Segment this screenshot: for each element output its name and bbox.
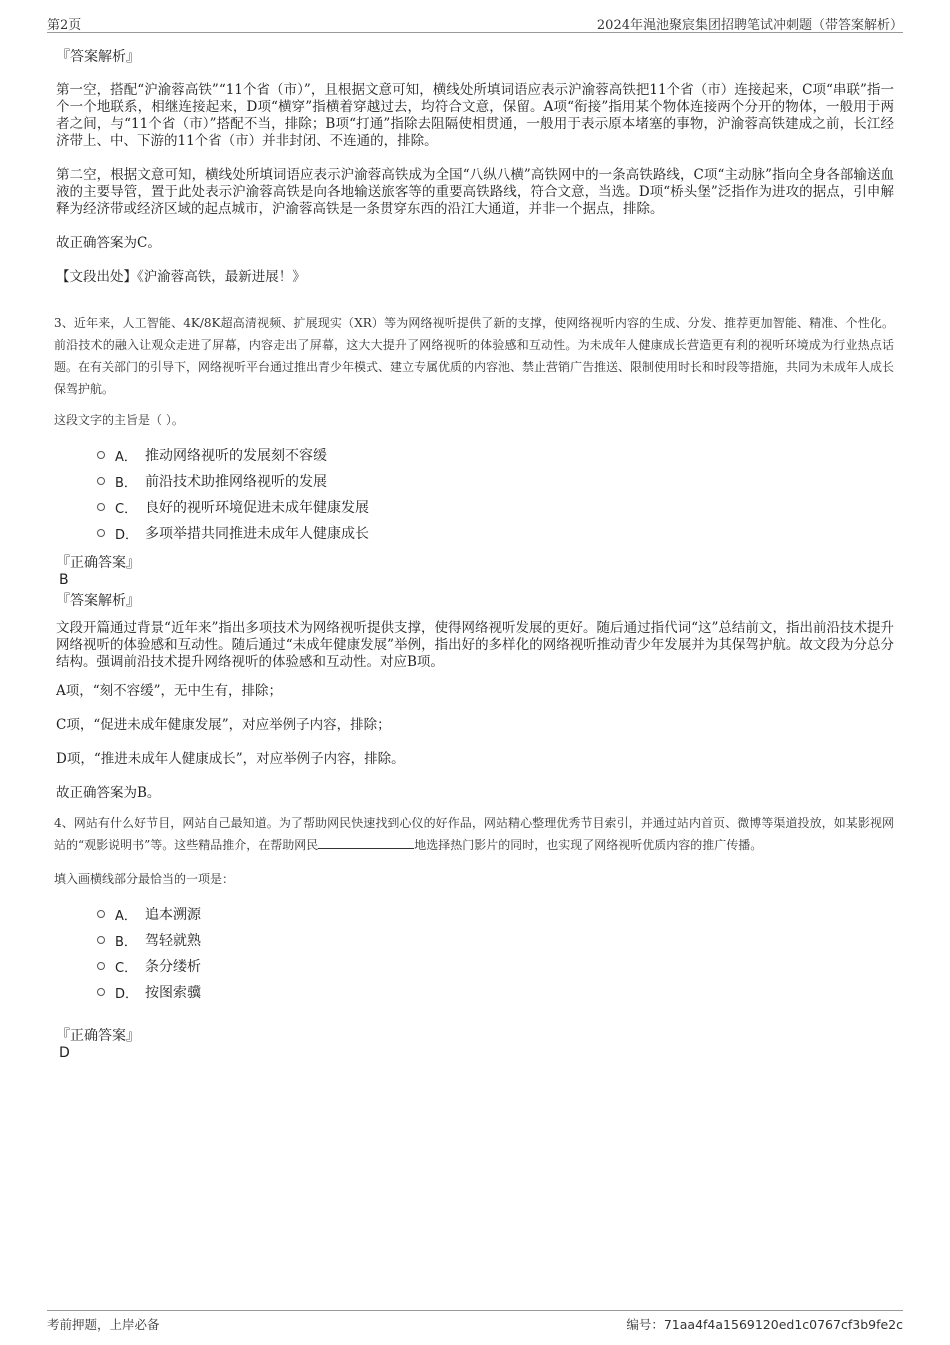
radio-icon[interactable] bbox=[97, 477, 105, 485]
radio-icon[interactable] bbox=[97, 529, 105, 537]
prev-conclusion: 故正确答案为C。 bbox=[56, 235, 161, 251]
q3-analysis-d: D项，“推进未成年人健康成长”，对应举例子内容，排除。 bbox=[56, 751, 405, 767]
document-title: 2024年渑池聚宸集团招聘笔试冲刺题（带答案解析） bbox=[596, 18, 903, 33]
q4-answer: D bbox=[59, 1045, 70, 1061]
q4-option-d[interactable]: D． 按图索骥 bbox=[56, 981, 894, 1007]
q4-stem: 4、网站有什么好节目，网站自己最知道。为了帮助网民快速找到心仪的好作品，网站精心整理优秀节目索引，并通过站内首页、微博等渠道投放，如某影视网站的“观影说明书”等。这些精品推介，在帮助网民 地选择热门影片的同时，也实现了网络视听优质内容的推广传播。 bbox=[54, 816, 894, 852]
q3-analysis-c: C项，“促进未成年健康发展”，对应举例子内容，排除； bbox=[56, 717, 391, 733]
prev-analysis-label: 『答案解析』 bbox=[56, 49, 140, 65]
q3-answer-label: 『正确答案』 bbox=[56, 555, 140, 571]
radio-icon[interactable] bbox=[97, 451, 105, 459]
q3-analysis-paragraph: 文段开篇通过背景“近年来”指出多项技术为网络视听提供支撑，使得网络视听发展的更好。随后通过指代词“这”总结前文，指出前沿技术提升网络视听的体验感和互动性。随后通过“未成年健康发展”举例，指出好的多样化的网络视听推动青少年发展并为其保驾护航。故文段为分总分结构。强调前沿技术提升网络视听的体验感和互动性。对应B项。 bbox=[56, 620, 894, 670]
q4-option-a[interactable]: A． 追本溯源 bbox=[56, 903, 894, 929]
q3-stem: 3、近年来，人工智能、4K/8K超高清视频、扩展现实（XR）等为网络视听提供了新的支撑，使网络视听内容的生成、分发、推荐更加智能、精准、个性化。前沿技术的融入让观众走进了屏幕，内容走出了屏幕，这大大提升了网络视听的体验感和互动性。为未成年人健康成长营造更有利的视听环境成为行业热点话题。在有关部门的引导下，网络视听平台通过推出青少年模式、建立专属优质的内容池、禁止营销广告推送、限制使用时长和时段等措施，共同为未成年人成长保驾护航。 bbox=[54, 316, 895, 396]
page-footer bbox=[47, 1310, 903, 1335]
q4-answer-label: 『正确答案』 bbox=[56, 1028, 140, 1044]
q3-option-c[interactable]: C． 良好的视听环境促进未成年健康发展 bbox=[56, 496, 894, 522]
page-header bbox=[47, 14, 903, 33]
fill-blank bbox=[318, 836, 414, 849]
prev-analysis-paragraph-1: 第一空，搭配“沪渝蓉高铁”“11个省（市）”，且根据文意可知，横线处所填词语应表示沪渝蓉高铁把11个省（市）连接起来，C项“串联”指一个一个地联系，相继连接起来，D项“横穿”指横着穿越过去，均符合文意，保留。A项“衔接”指用某个物体连接两个分开的物体，一般用于两者之间，与“11个省（市）”搭配不当，排除；B项“打通”指除去阻隔使相贯通，一般用于表示原本堵塞的事物，沪渝蓉高铁建成之前，长江经济带上、中、下游的11个省（市）并非封闭、不连通的，排除。 bbox=[56, 82, 894, 149]
q3-options bbox=[56, 444, 894, 548]
q3-prompt: 这段文字的主旨是（ ）。 bbox=[54, 413, 184, 427]
page-content bbox=[56, 46, 894, 1062]
footer-slogan: 考前押题，上岸必备 bbox=[47, 1317, 160, 1332]
q4-options bbox=[56, 903, 894, 1007]
radio-icon[interactable] bbox=[97, 936, 105, 944]
q3-option-a[interactable]: A． 推动网络视听的发展刻不容缓 bbox=[56, 444, 894, 470]
q4-prompt: 填入画横线部分最恰当的一项是： bbox=[54, 872, 235, 886]
q3-analysis-label: 『答案解析』 bbox=[56, 593, 140, 609]
document-code: 编号：71aa4f4a1569120ed1c0767cf3b9fe2c bbox=[626, 1317, 903, 1332]
q3-option-d[interactable]: D． 多项举措共同推进未成年人健康成长 bbox=[56, 522, 894, 548]
page-number: 第2页 bbox=[47, 18, 82, 33]
q4-option-c[interactable]: C． 条分缕析 bbox=[56, 955, 894, 981]
q4-option-b[interactable]: B． 驾轻就熟 bbox=[56, 929, 894, 955]
q3-conclusion: 故正确答案为B。 bbox=[56, 785, 161, 801]
prev-source: 【文段出处】《沪渝蓉高铁，最新进展！》 bbox=[56, 269, 306, 285]
radio-icon[interactable] bbox=[97, 988, 105, 996]
q3-option-b[interactable]: B． 前沿技术助推网络视听的发展 bbox=[56, 470, 894, 496]
radio-icon[interactable] bbox=[97, 962, 105, 970]
q3-answer: B bbox=[59, 572, 69, 588]
radio-icon[interactable] bbox=[97, 910, 105, 918]
prev-analysis-paragraph-2: 第二空，根据文意可知，横线处所填词语应表示沪渝蓉高铁成为全国“八纵八横”高铁网中的一条高铁路线，C项“主动脉”指向全身各部输送血液的主要导管，置于此处表示沪渝蓉高铁是向各地输送旅客等的重要高铁路线，符合文意，当选。D项“桥头堡”泛指作为进攻的据点，引申解释为经济带或经济区域的起点城市，沪渝蓉高铁是一条贯穿东西的沿江大通道，并非一个据点，排除。 bbox=[56, 167, 894, 217]
q3-analysis-a: A项，“刻不容缓”，无中生有，排除； bbox=[56, 683, 283, 699]
radio-icon[interactable] bbox=[97, 503, 105, 511]
